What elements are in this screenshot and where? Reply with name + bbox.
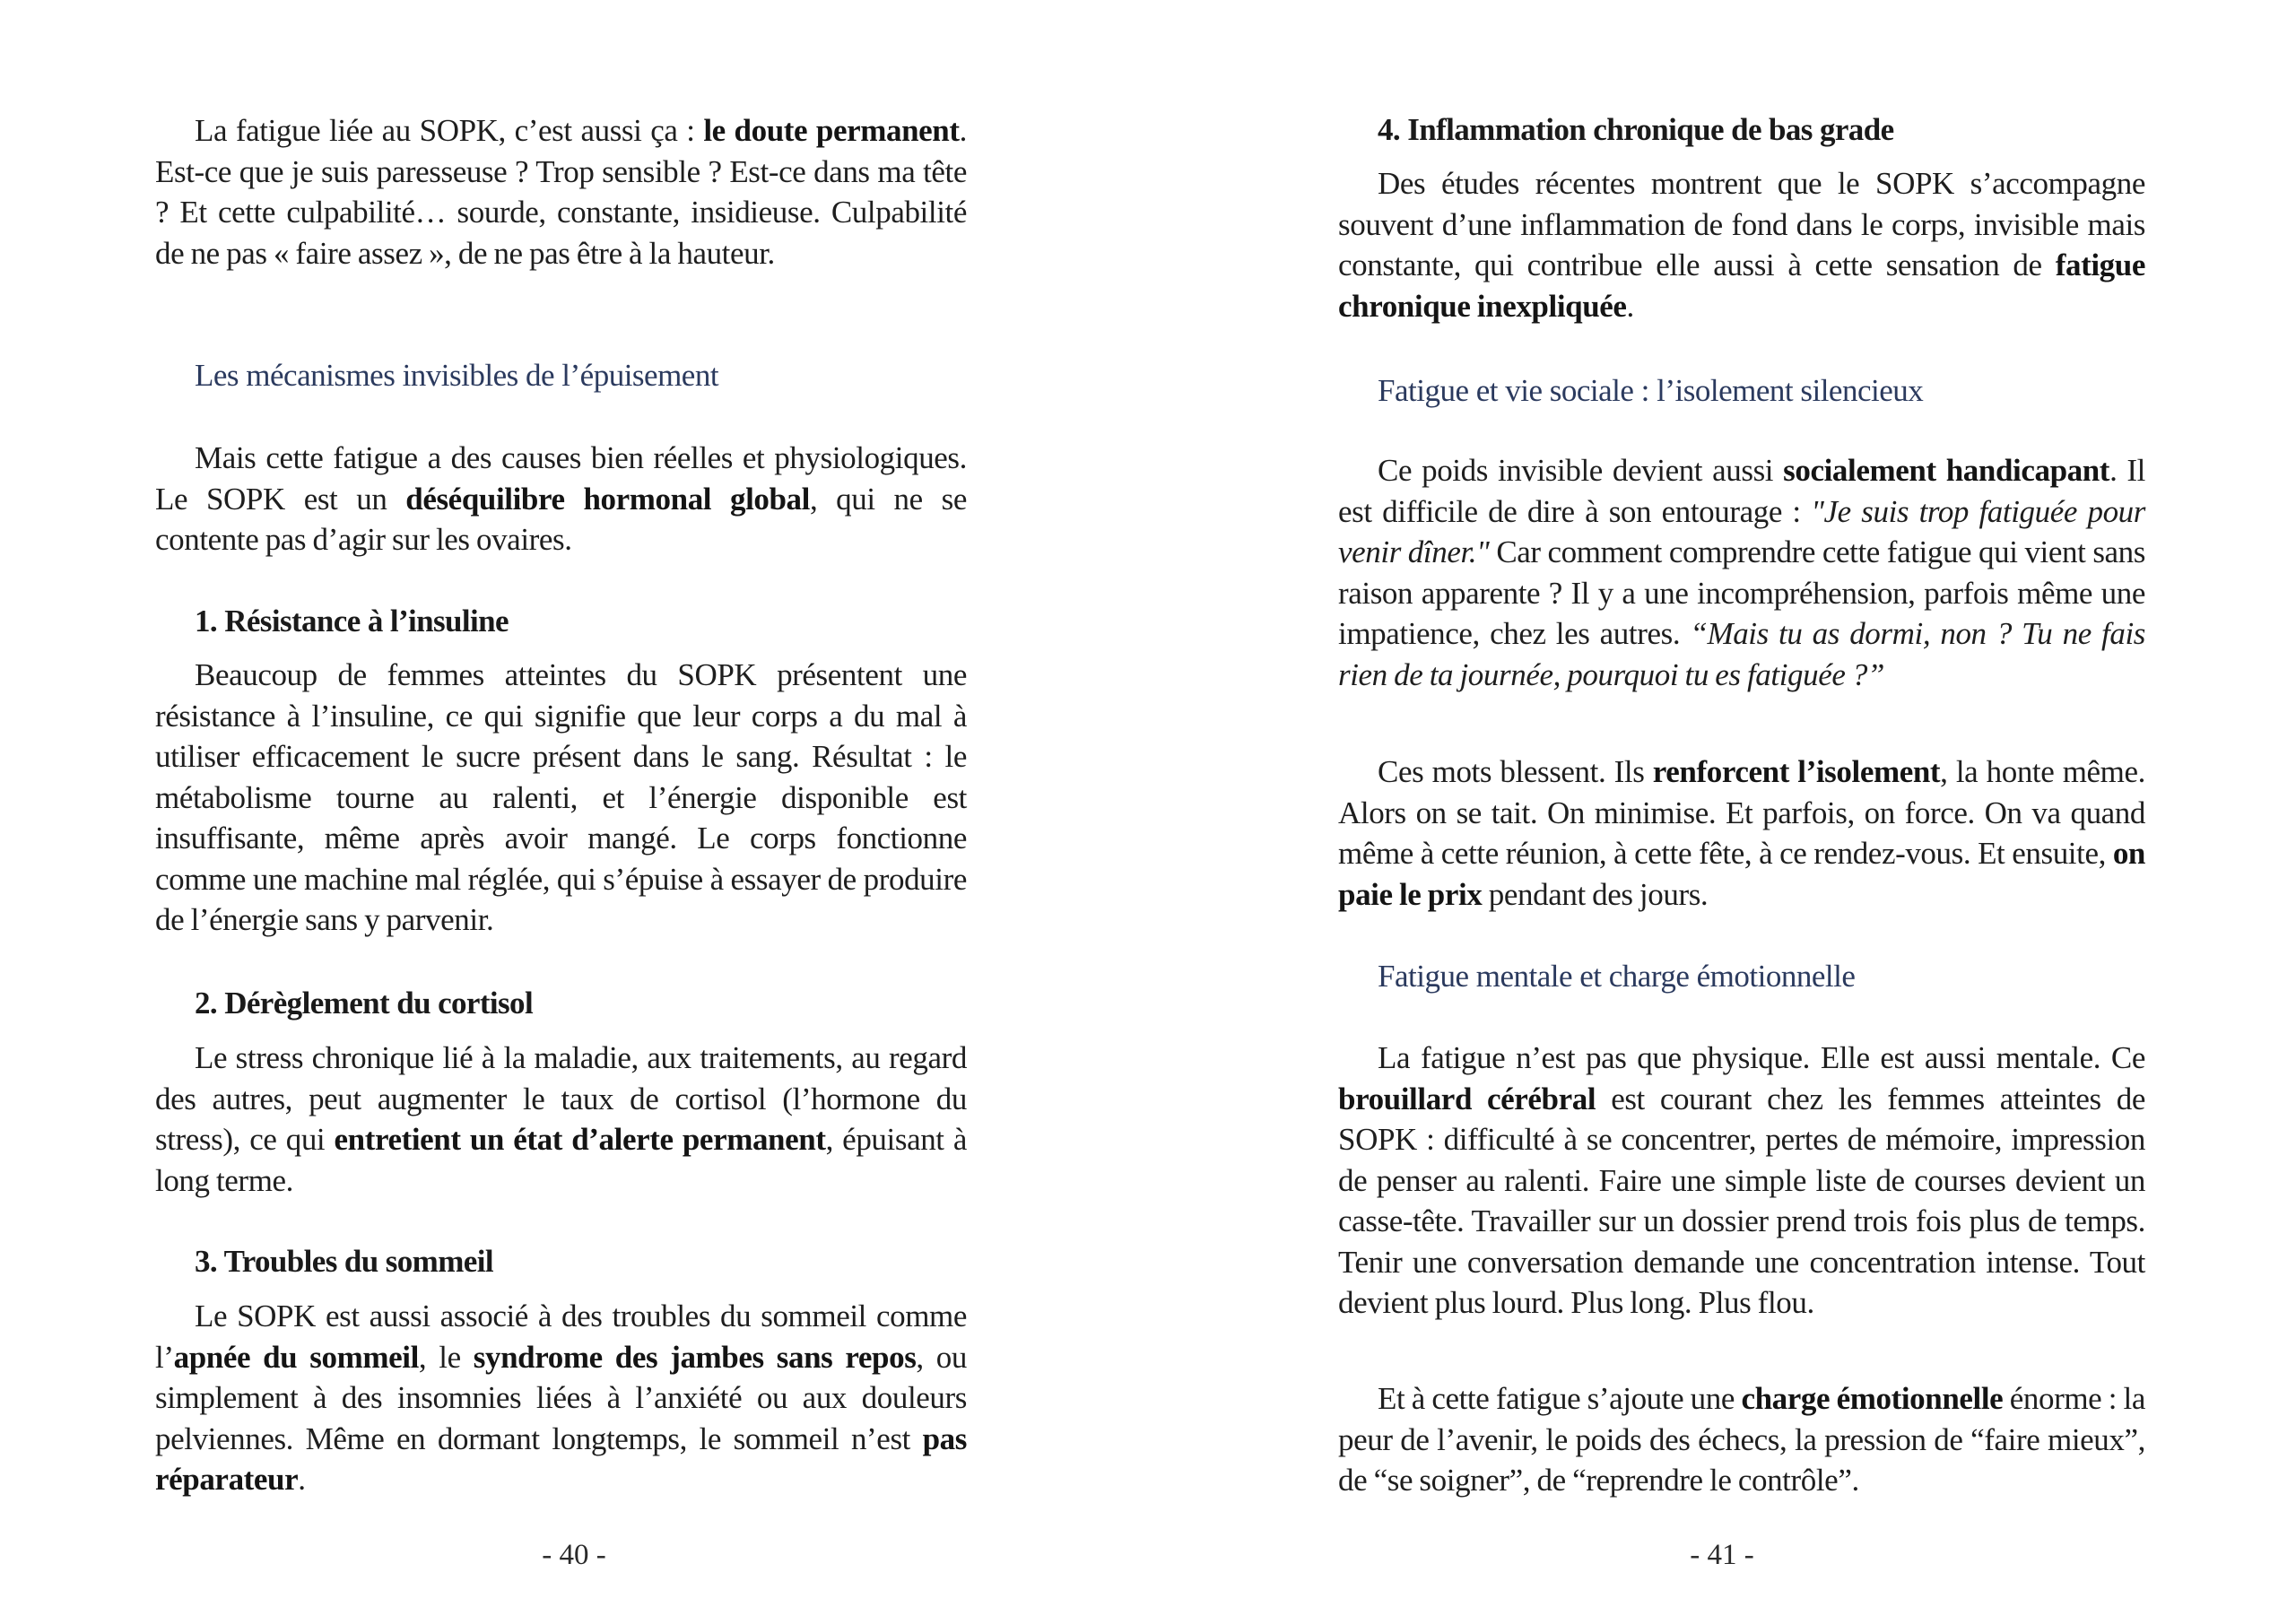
text-run: est courant chez les femmes atteintes de SOPK : difficulté à se concentrer, pertes de mémoire, impression de penser au ralenti. Faire une simple liste de courses devient un casse-tête. Travailler sur un dossier prend trois fois plus de temps. Tenir une conversation demande une concentration intense. Tout devient plus lourd. Plus long. Plus flou. xyxy=(1338,1081,2145,1320)
text-run: , ou simplement à des insomnies liées à l’anxiété ou aux douleurs pelviennes. Même en dormant longtemps, le sommeil n’est xyxy=(155,1339,967,1456)
text-run: Le SOPK est aussi associé à des troubles du sommeil comme l’ xyxy=(155,1299,967,1375)
bold-run: charge émotionnelle xyxy=(1741,1381,2004,1416)
subheading-sleep: 3. Troubles du sommeil xyxy=(195,1244,493,1279)
section-heading-social: Fatigue et vie sociale : l’isolement silencieux xyxy=(1378,373,1924,408)
bold-run: fatigue chronique inexpliquée xyxy=(1338,248,2145,324)
intro-paragraph xyxy=(155,110,967,274)
social-paragraph-1 xyxy=(1338,450,2145,695)
text-run: , épuisant à long terme. xyxy=(155,1122,967,1198)
text-run: . Est-ce que je suis paresseuse ? Trop sensible ? Est-ce dans ma tête ? Et cette culpabilité… sourde, constante, insidieuse. Culpabilité de ne pas « faire assez », de ne pas être à la hauteur. xyxy=(155,113,967,271)
cortisol-paragraph xyxy=(155,1038,967,1201)
bold-run: renforcent l’isolement xyxy=(1652,754,1941,789)
text-run: Ces mots blessent. Ils xyxy=(1378,754,1653,789)
subheading-insulin: 1. Résistance à l’insuline xyxy=(195,604,509,638)
text-run: . xyxy=(298,1462,306,1497)
bold-run: entretient un état d’alerte permanent xyxy=(334,1122,826,1157)
insulin-paragraph: Beaucoup de femmes atteintes du SOPK présentent une résistance à l’insuline, ce qui signifie que leur corps a du mal à utiliser efficacement le sucre présent dans le sang. Résultat : le métabolisme tourne au ralenti, et l’énergie disponible est insuffisante, même après avoir mangé. Le corps fonctionne comme une machine mal réglée, qui s’épuise à essayer de produire de l’énergie sans y parvenir. xyxy=(155,657,967,937)
subheading-inflammation: 4. Inflammation chronique de bas grade xyxy=(1378,112,1894,147)
mental-paragraph-2 xyxy=(1338,1378,2145,1501)
mechanisms-intro-paragraph xyxy=(155,438,967,560)
text-run: La fatigue n’est pas que physique. Elle est aussi mentale. Ce xyxy=(1378,1040,2145,1075)
text-run: Des études récentes montrent que le SOPK s’accompagne souvent d’une inflammation de fond dans le corps, invisible mais constante, qui contribue elle aussi à cette sensation de xyxy=(1338,166,2145,282)
bold-run: le doute permanent xyxy=(703,113,960,148)
social-paragraph-2 xyxy=(1338,751,2145,915)
bold-run: socialement handicapant xyxy=(1783,453,2110,488)
text-run: Et à cette fatigue s’ajoute une xyxy=(1378,1381,1742,1416)
bold-run: syndrome des jambes sans repos xyxy=(473,1339,917,1375)
section-heading-mechanisms: Les mécanismes invisibles de l’épuisement xyxy=(195,358,719,393)
text-run: , le xyxy=(418,1339,474,1375)
inflammation-paragraph xyxy=(1338,163,2145,326)
sleep-paragraph xyxy=(155,1296,967,1500)
text-run: . xyxy=(1626,288,1634,324)
text-run: Le stress chronique lié à la maladie, aux traitements, au regard des autres, peut augmenter le taux de cortisol (l’hormone du stress), ce qui xyxy=(155,1040,967,1157)
bold-run: pas réparateur xyxy=(155,1420,967,1497)
text-run: , qui ne se contente pas d’agir sur les ovaires. xyxy=(155,481,967,557)
text-run: . Il est difficile de dire à son entourage : xyxy=(1338,453,2146,529)
mental-paragraph-1 xyxy=(1338,1038,2145,1324)
text-run: énorme : la peur de l’avenir, le poids des échecs, la pression de “faire mieux”, de “se soigner”, de “reprendre le contrôle”. xyxy=(1338,1381,2145,1498)
text-run: Ce poids invisible devient aussi xyxy=(1378,453,1784,488)
text-run: La fatigue liée au SOPK, c’est aussi ça : xyxy=(195,113,704,148)
bold-run: apnée du sommeil xyxy=(173,1339,419,1375)
subheading-cortisol: 2. Dérèglement du cortisol xyxy=(195,986,534,1021)
right-page xyxy=(1148,0,2296,1607)
italic-quote: “Mais tu as dormi, non ? Tu ne fais rien de ta journée, pourquoi tu es fatiguée ?” xyxy=(1338,616,2145,692)
page-number-left: - 40 - xyxy=(542,1539,606,1571)
page-number-right: - 41 - xyxy=(1690,1539,1754,1571)
text-run: pendant des jours. xyxy=(1482,876,1709,912)
text-run: Car comment comprendre cette fatigue qui vient sans raison apparente ? Il y a une incompréhension, parfois même une impatience, chez les autres. xyxy=(1338,534,2145,651)
bold-run: déséquilibre hormonal global xyxy=(405,481,810,517)
text-run: Mais cette fatigue a des causes bien réelles et physiologiques. Le SOPK est un xyxy=(155,440,967,517)
section-heading-mental: Fatigue mentale et charge émotionnelle xyxy=(1378,959,1856,994)
text-run: , la honte même. Alors on se tait. On minimise. Et parfois, on force. On va quand même à cette réunion, à cette fête, à ce rendez-vous. Et ensuite, xyxy=(1338,754,2145,871)
bold-run: brouillard cérébral xyxy=(1338,1081,1596,1116)
italic-quote: "Je suis trop fatiguée pour venir dîner." xyxy=(1338,493,2145,569)
bold-run: on paie le prix xyxy=(1338,836,2145,912)
